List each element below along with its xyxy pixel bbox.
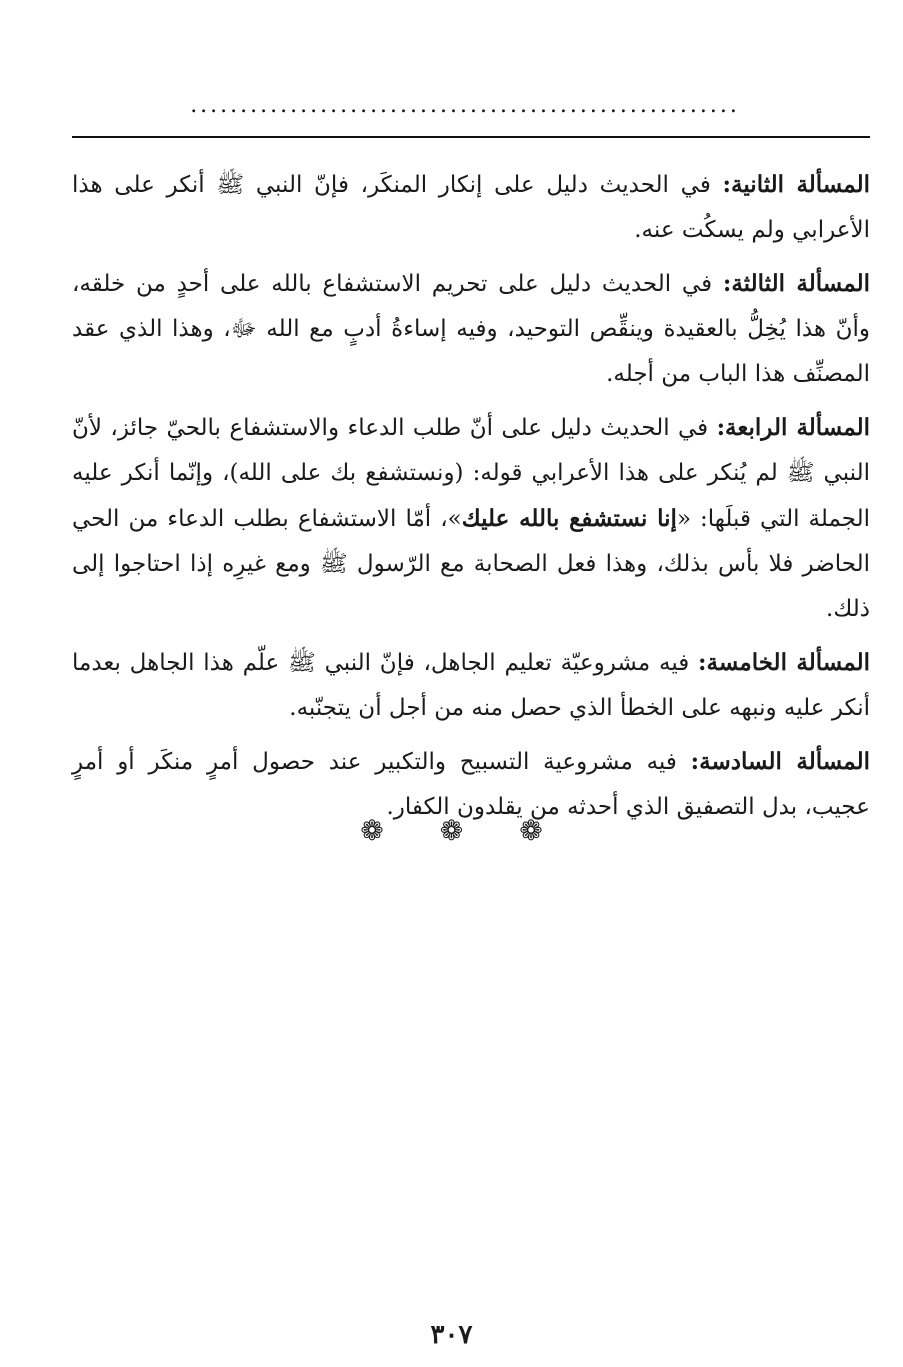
flower-ornament-icon: ❁	[519, 814, 571, 847]
paragraph-label: المسألة الثالثة:	[722, 270, 870, 297]
page-number: ٣٠٧	[430, 1320, 473, 1350]
paragraph-label: المسألة الرابعة:	[716, 414, 871, 441]
paragraph-text: في الحديث دليل على تحريم الاستشفاع بالله على أحدٍ من خلقه، وأنّ هذا يُخِلُّ بالعقيدة وينقِّص التوحيد، وفيه إساءةُ أدبٍ مع الله ﷻ، وهذا الذي عقد المصنِّف هذا الباب من أجله.	[72, 271, 870, 387]
paragraph-masala-4	[72, 405, 870, 632]
paragraph-text: فيه مشروعية التسبيح والتكبير عند حصول أمرٍ منكَر أو أمرٍ عجيب، بدل التصفيق الذي أحدثه من يقلدون الكفار.	[72, 749, 870, 820]
paragraph-masala-3	[72, 261, 870, 397]
paragraph-text: فيه مشروعيّة تعليم الجاهل، فإنّ النبي ﷺ علّم هذا الجاهل بعدما أنكر عليه ونبهه على الخطأ الذي حصل منه من أجل أن يتجنّبه.	[72, 650, 870, 721]
quoted-phrase: إنا نستشفع بالله عليك	[461, 505, 677, 532]
flower-ornament-icon: ❁	[360, 814, 412, 847]
section-separator	[0, 816, 903, 846]
page-body	[72, 162, 870, 838]
paragraph-masala-2	[72, 162, 870, 253]
paragraph-text: في الحديث دليل على أنّ طلب الدعاء والاستشفاع بالحيّ جائز، لأنّ النبي ﷺ لم يُنكر على هذا الأعرابي قوله: (ونستشفع بك على الله)، وإنّما أنكر عليه الجملة التي قبلَها: «	[72, 415, 870, 532]
paragraph-label: المسألة السادسة:	[690, 748, 870, 775]
paragraph-text: في الحديث دليل على إنكار المنكَر، فإنّ النبي ﷺ أنكر على هذا الأعرابي ولم يسكُت عنه.	[72, 172, 870, 243]
header-rule	[72, 136, 870, 138]
paragraph-label: المسألة الخامسة:	[698, 649, 870, 676]
paragraph-text-continued: »، أمّا الاستشفاع بطلب الدعاء من الحي الحاضر فلا بأس بذلك، وهذا فعل الصحابة مع الرّسول ﷺ ومع غيرِه إذا احتاجوا إلى ذلك.	[72, 506, 870, 622]
flower-ornament-icon: ❁	[439, 814, 492, 847]
top-dotted-line: .......................................................	[190, 96, 740, 116]
paragraph-masala-5	[72, 640, 870, 731]
paragraph-label: المسألة الثانية:	[722, 171, 871, 198]
